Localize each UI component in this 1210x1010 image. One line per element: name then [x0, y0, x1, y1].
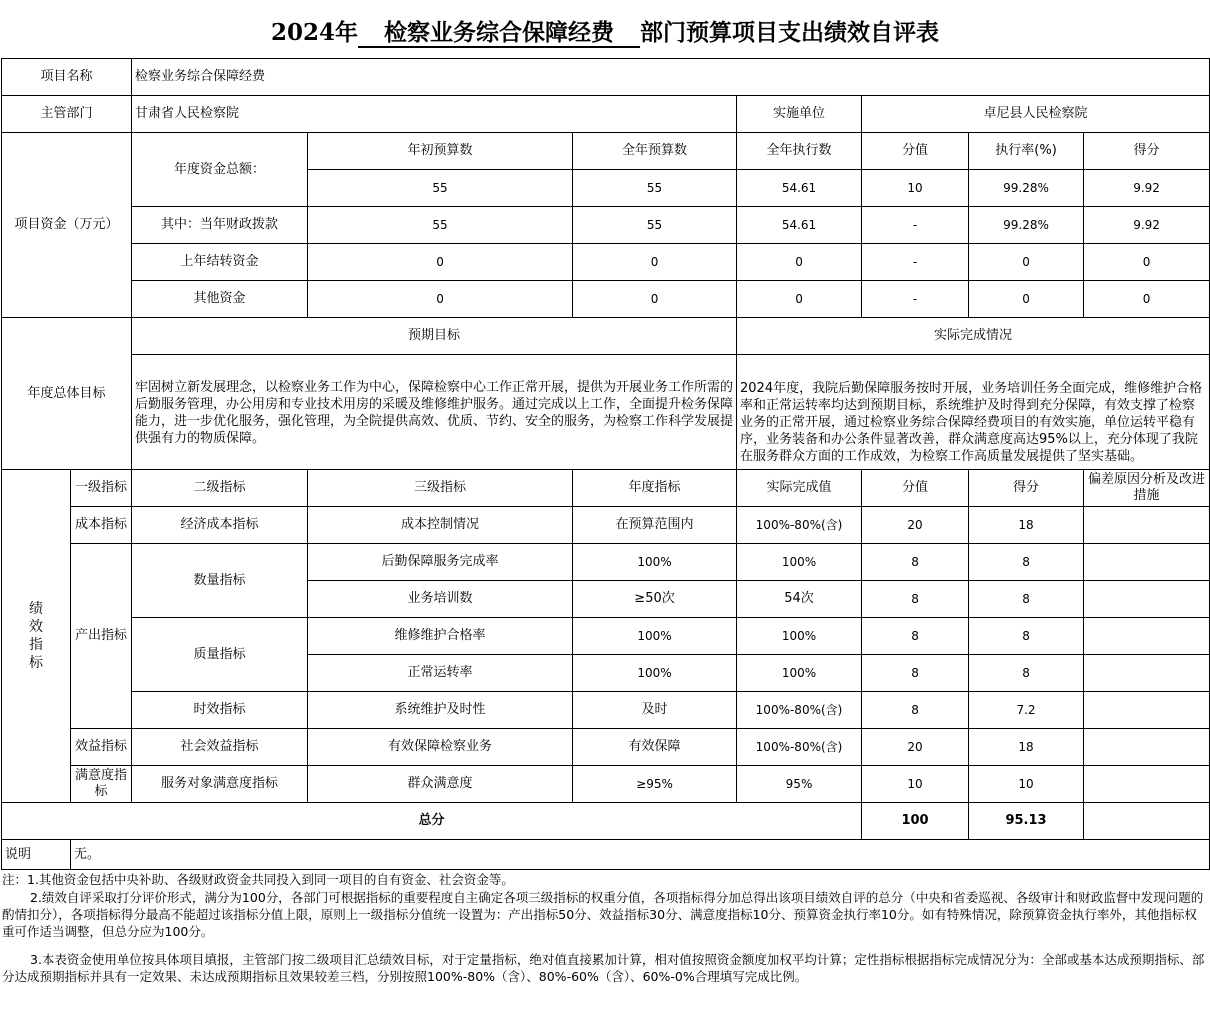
ind-l3: 成本控制情况: [308, 507, 573, 544]
ind-target: ≥50次: [573, 581, 737, 618]
funds-cell: 55: [308, 207, 573, 244]
funds-cell: 55: [308, 170, 573, 207]
label-actual-status: 实际完成情况: [737, 318, 1210, 355]
ind-target: 100%: [573, 618, 737, 655]
funds-cell: 54.61: [737, 170, 862, 207]
ind-l2: 时效指标: [132, 692, 308, 729]
funds-header: 全年执行数: [737, 133, 862, 170]
ind-deviation: [1084, 581, 1210, 618]
ind-actual: 100%-80%(含): [737, 692, 862, 729]
impl-unit-value: 卓尼县人民检察院: [862, 96, 1210, 133]
title-suffix: 部门预算项目支出绩效自评表: [640, 19, 939, 46]
ind-got: 18: [969, 729, 1084, 766]
funds-row-label: 其他资金: [132, 281, 308, 318]
funds-cell: 9.92: [1084, 170, 1210, 207]
funds-cell: 0: [737, 244, 862, 281]
ind-actual: 100%: [737, 618, 862, 655]
ind-header: 二级指标: [132, 470, 308, 507]
funds-cell: 0: [1084, 244, 1210, 281]
funds-cell: 0: [969, 281, 1084, 318]
ind-got: 8: [969, 618, 1084, 655]
ind-l2: 质量指标: [132, 618, 308, 692]
ind-l3: 有效保障检察业务: [308, 729, 573, 766]
ind-l2: 社会效益指标: [132, 729, 308, 766]
funds-cell: -: [862, 207, 969, 244]
total-score: 100: [862, 803, 969, 840]
funds-header: 全年预算数: [573, 133, 737, 170]
ind-deviation: [1084, 618, 1210, 655]
funds-cell: 0: [573, 281, 737, 318]
remark-value: 无。: [71, 840, 1210, 870]
evaluation-table: [1, 58, 1210, 870]
ind-l3: 群众满意度: [308, 766, 573, 803]
funds-cell: -: [862, 281, 969, 318]
total-empty: [1084, 803, 1210, 840]
ind-header: 得分: [969, 470, 1084, 507]
label-impl-unit: 实施单位: [737, 96, 862, 133]
ind-deviation: [1084, 655, 1210, 692]
ind-l1: 效益指标: [71, 729, 132, 766]
funds-header: 得分: [1084, 133, 1210, 170]
ind-score: 10: [862, 766, 969, 803]
ind-deviation: [1084, 507, 1210, 544]
ind-actual: 100%: [737, 655, 862, 692]
funds-header: 分值: [862, 133, 969, 170]
ind-score: 20: [862, 729, 969, 766]
funds-cell: 9.92: [1084, 207, 1210, 244]
ind-score: 8: [862, 692, 969, 729]
funds-row-label: 其中：当年财政拨款: [132, 207, 308, 244]
funds-cell: 0: [308, 281, 573, 318]
funds-row-label: 上年结转资金: [132, 244, 308, 281]
ind-score: 8: [862, 544, 969, 581]
ind-target: 100%: [573, 544, 737, 581]
ind-deviation: [1084, 544, 1210, 581]
title-project: 检察业务综合保障经费: [358, 19, 640, 48]
label-funds: 项目资金（万元）: [2, 133, 132, 318]
ind-got: 10: [969, 766, 1084, 803]
ind-l3: 业务培训数: [308, 581, 573, 618]
ind-l3: 正常运转率: [308, 655, 573, 692]
label-remark: 说明: [2, 840, 71, 870]
project-name-value: 检察业务综合保障经费: [132, 59, 1210, 96]
ind-target: 及时: [573, 692, 737, 729]
ind-score: 20: [862, 507, 969, 544]
funds-cell: 55: [573, 170, 737, 207]
funds-row-label: 年度资金总额：: [132, 133, 308, 207]
ind-got: 7.2: [969, 692, 1084, 729]
ind-l2: 服务对象满意度指标: [132, 766, 308, 803]
title-year: 2024年: [270, 19, 358, 46]
funds-cell: -: [862, 244, 969, 281]
ind-score: 8: [862, 618, 969, 655]
ind-actual: 100%-80%(含): [737, 729, 862, 766]
ind-l1: 产出指标: [71, 544, 132, 729]
footnotes: [2, 871, 1208, 985]
label-indicators: [2, 470, 71, 803]
funds-header: 执行率(%): [969, 133, 1084, 170]
indicators-label: 绩效指标: [29, 601, 43, 671]
ind-score: 8: [862, 655, 969, 692]
ind-deviation: [1084, 692, 1210, 729]
ind-header: 三级指标: [308, 470, 573, 507]
ind-target: 100%: [573, 655, 737, 692]
funds-cell: 99.28%: [969, 207, 1084, 244]
funds-cell: 0: [308, 244, 573, 281]
page-title: [0, 14, 1210, 47]
total-label: 总分: [2, 803, 862, 840]
dept-value: 甘肃省人民检察院: [132, 96, 737, 133]
ind-actual: 100%: [737, 544, 862, 581]
ind-header: 偏差原因分析及改进措施: [1084, 470, 1210, 507]
ind-got: 8: [969, 581, 1084, 618]
expected-goal-text: 牢固树立新发展理念，以检察业务工作为中心，保障检察中心工作正常开展，提供为开展业务工作所需的后勤服务管理，办公用房和专业技术用房的采暖及维修维护服务。通过完成以上工作，全面提升检务保障能力，进一步优化服务，强化管理，为全院提供高效、优质、节约、安全的服务，为检察工作科学发展提供强有力的物质保障。: [132, 355, 737, 470]
ind-header: 一级指标: [71, 470, 132, 507]
ind-actual: 100%-80%(含): [737, 507, 862, 544]
funds-cell: 0: [737, 281, 862, 318]
ind-actual: 54次: [737, 581, 862, 618]
ind-target: 在预算范围内: [573, 507, 737, 544]
ind-l2: 经济成本指标: [132, 507, 308, 544]
funds-cell: 55: [573, 207, 737, 244]
ind-got: 18: [969, 507, 1084, 544]
ind-actual: 95%: [737, 766, 862, 803]
note-1: 注：1.其他资金包括中央补助、各级财政资金共同投入到同一项目的自有资金、社会资金等。: [2, 872, 514, 887]
ind-got: 8: [969, 655, 1084, 692]
ind-score: 8: [862, 581, 969, 618]
label-expected-goal: 预期目标: [132, 318, 737, 355]
ind-l1: 成本指标: [71, 507, 132, 544]
funds-cell: 99.28%: [969, 170, 1084, 207]
ind-deviation: [1084, 729, 1210, 766]
ind-l1: 满意度指标: [71, 766, 132, 803]
label-project-name: 项目名称: [2, 59, 132, 96]
ind-l3: 系统维护及时性: [308, 692, 573, 729]
label-dept: 主管部门: [2, 96, 132, 133]
actual-status-text: 2024年度，我院后勤保障服务按时开展，业务培训任务全面完成，维修维护合格率和正常运转率均达到预期目标，系统维护及时得到充分保障，有效支撑了检察业务的正常开展，通过检察业务综合保障经费项目的有效实施，单位运转平稳有序，业务装备和办公条件显著改善，群众满意度高达95%以上，充分体现了我院在服务群众方面的工作成效，为检察工作高质量发展提供了坚实基础。: [737, 355, 1210, 470]
note-2: 2.绩效自评采取打分评价形式，满分为100分，各部门可根据指标的重要程度自主确定各项三级指标的权重分值，各项指标得分加总得出该项目绩效自评的总分（中央和省委巡视、各级审计和财政监督中发现问题的酌情扣分），各项指标得分最高不能超过该指标分值上限，原则上一级指标分值统一设置为：产出指标50分、效益指标30分、满意度指标10分、预算资金执行率10分。如有特殊情况，除预算资金执行率外，其他指标权重可作适当调整，但总分应为100分。: [2, 890, 1204, 939]
ind-target: 有效保障: [573, 729, 737, 766]
funds-header: 年初预算数: [308, 133, 573, 170]
ind-l3: 维修维护合格率: [308, 618, 573, 655]
total-got: 95.13: [969, 803, 1084, 840]
ind-got: 8: [969, 544, 1084, 581]
funds-cell: 10: [862, 170, 969, 207]
funds-cell: 0: [573, 244, 737, 281]
ind-deviation: [1084, 766, 1210, 803]
label-annual-goal: 年度总体目标: [2, 318, 132, 470]
note-3: 3.本表资金使用单位按具体项目填报，主管部门按二级项目汇总绩效目标，对于定量指标，绝对值直接累加计算，相对值按照资金额度加权平均计算；定性指标根据指标完成情况分为：全部或基本达成预期指标、部分达成预期指标并具有一定效果、未达成预期指标且效果较差三档，分别按照100%-80%（含）、80%-60%（含）、60%-0%合理填写完成比例。: [2, 952, 1205, 984]
funds-cell: 54.61: [737, 207, 862, 244]
ind-l2: 数量指标: [132, 544, 308, 618]
ind-header: 实际完成值: [737, 470, 862, 507]
funds-cell: 0: [969, 244, 1084, 281]
ind-l3: 后勤保障服务完成率: [308, 544, 573, 581]
funds-cell: 0: [1084, 281, 1210, 318]
ind-header: 分值: [862, 470, 969, 507]
ind-header: 年度指标: [573, 470, 737, 507]
ind-target: ≥95%: [573, 766, 737, 803]
